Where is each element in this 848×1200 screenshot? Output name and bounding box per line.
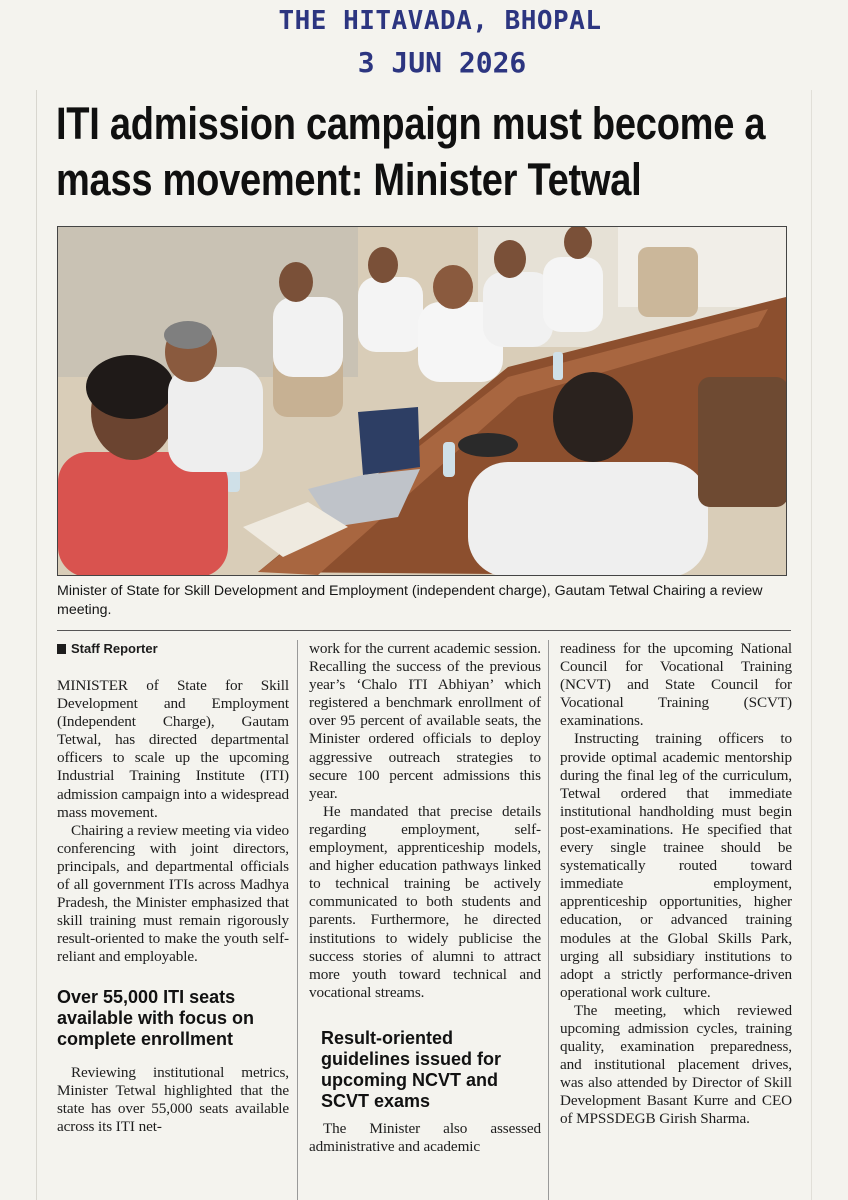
- paragraph: Instructing training officers to provide optimal academic mentorship during the final leg of the curriculum, Tetwal ordered that immediate institutional handholding must begin post-examinations. He specified that every single trainee should be systematically routed toward immediate employment, apprenticeship opportunities, higher education, or advanced training modules at the Global Skills Park, urging all subsidiary institutions to adopt a strictly performance-driven operational work culture.: [560, 730, 792, 1001]
- paragraph-intro: MINISTER of State for Skill Development and Employment (Independent Charge), Gautam Tetwal, has directed departmental officers to scale up the upcoming Industrial Training Institute (ITI) admission campaign into a widespread mass movement.: [57, 677, 289, 821]
- headline: [56, 96, 766, 208]
- paragraph: Reviewing institutional metrics, Minister Tetwal highlighted that the state has over 55,000 seats available across its ITI net-: [57, 1063, 289, 1135]
- subheading-guidelines: Result-oriented guidelines issued for upcoming NCVT and SCVT exams: [321, 1027, 502, 1111]
- paragraph-continued: readiness for the upcoming National Council for Vocational Training (NCVT) and State Council for Vocational Training (SCVT) examinations.: [560, 640, 792, 730]
- column-divider-2: [548, 640, 549, 1200]
- byline-text: Staff Reporter: [71, 641, 158, 656]
- paragraph-continued: work for the current academic session. Recalling the success of the previous year’s ‘Chalo ITI Abhiyan’ which registered a benchmark enrollment of over 95 percent of available seats, the Minister ordered officials to deploy aggressive outreach strategies to secure 100 percent admissions this year.: [309, 640, 541, 802]
- headline-text: ITI admission campaign must become a mass movement: Minister Tetwal: [56, 98, 766, 205]
- paragraph: He mandated that precise details regarding employment, self-employment, apprenticeship models, and higher education pathways linked to technical training be actively communicated to both students and parents. Furthermore, he directed institutions to widely publicise the success stories of alumni to attract more youth toward technical and vocational streams.: [309, 802, 541, 1001]
- paragraph: The meeting, which reviewed upcoming admission cycles, training quality, examination preparedness, and institutional placement drives, was also attended by Director of Skill Development Basant Kurre and CEO of MPSSDEGB Girish Sharma.: [560, 1001, 792, 1128]
- article-column-2: [309, 640, 541, 1156]
- subheading-seats: Over 55,000 ITI seats available with focus on complete enrollment: [57, 986, 255, 1049]
- byline-square-icon: [57, 644, 66, 654]
- column-divider-1: [297, 640, 298, 1200]
- paragraph: Chairing a review meeting via video conferencing with joint directors, principals, and departmental officials of all government ITIs across Madhya Pradesh, the Minister emphasized that skill training must remain rigorously result-oriented to make the youth self-reliant and employable.: [57, 821, 289, 966]
- photo-caption: Minister of State for Skill Development and Employment (independent charge), Gautam Tetwal Chairing a review meeting.: [57, 583, 763, 618]
- column-top-rule: [57, 630, 791, 631]
- paragraph: The Minister also assessed administrative and academic: [309, 1119, 541, 1155]
- article-column-1: [57, 640, 289, 1136]
- date-stamp: 3 JUN 2026: [357, 46, 527, 79]
- publication-stamp: THE HITAVADA, BHOPAL: [278, 6, 602, 36]
- byline: [57, 640, 289, 658]
- news-photo-review-meeting: [57, 226, 787, 576]
- article-column-3: [560, 640, 792, 1129]
